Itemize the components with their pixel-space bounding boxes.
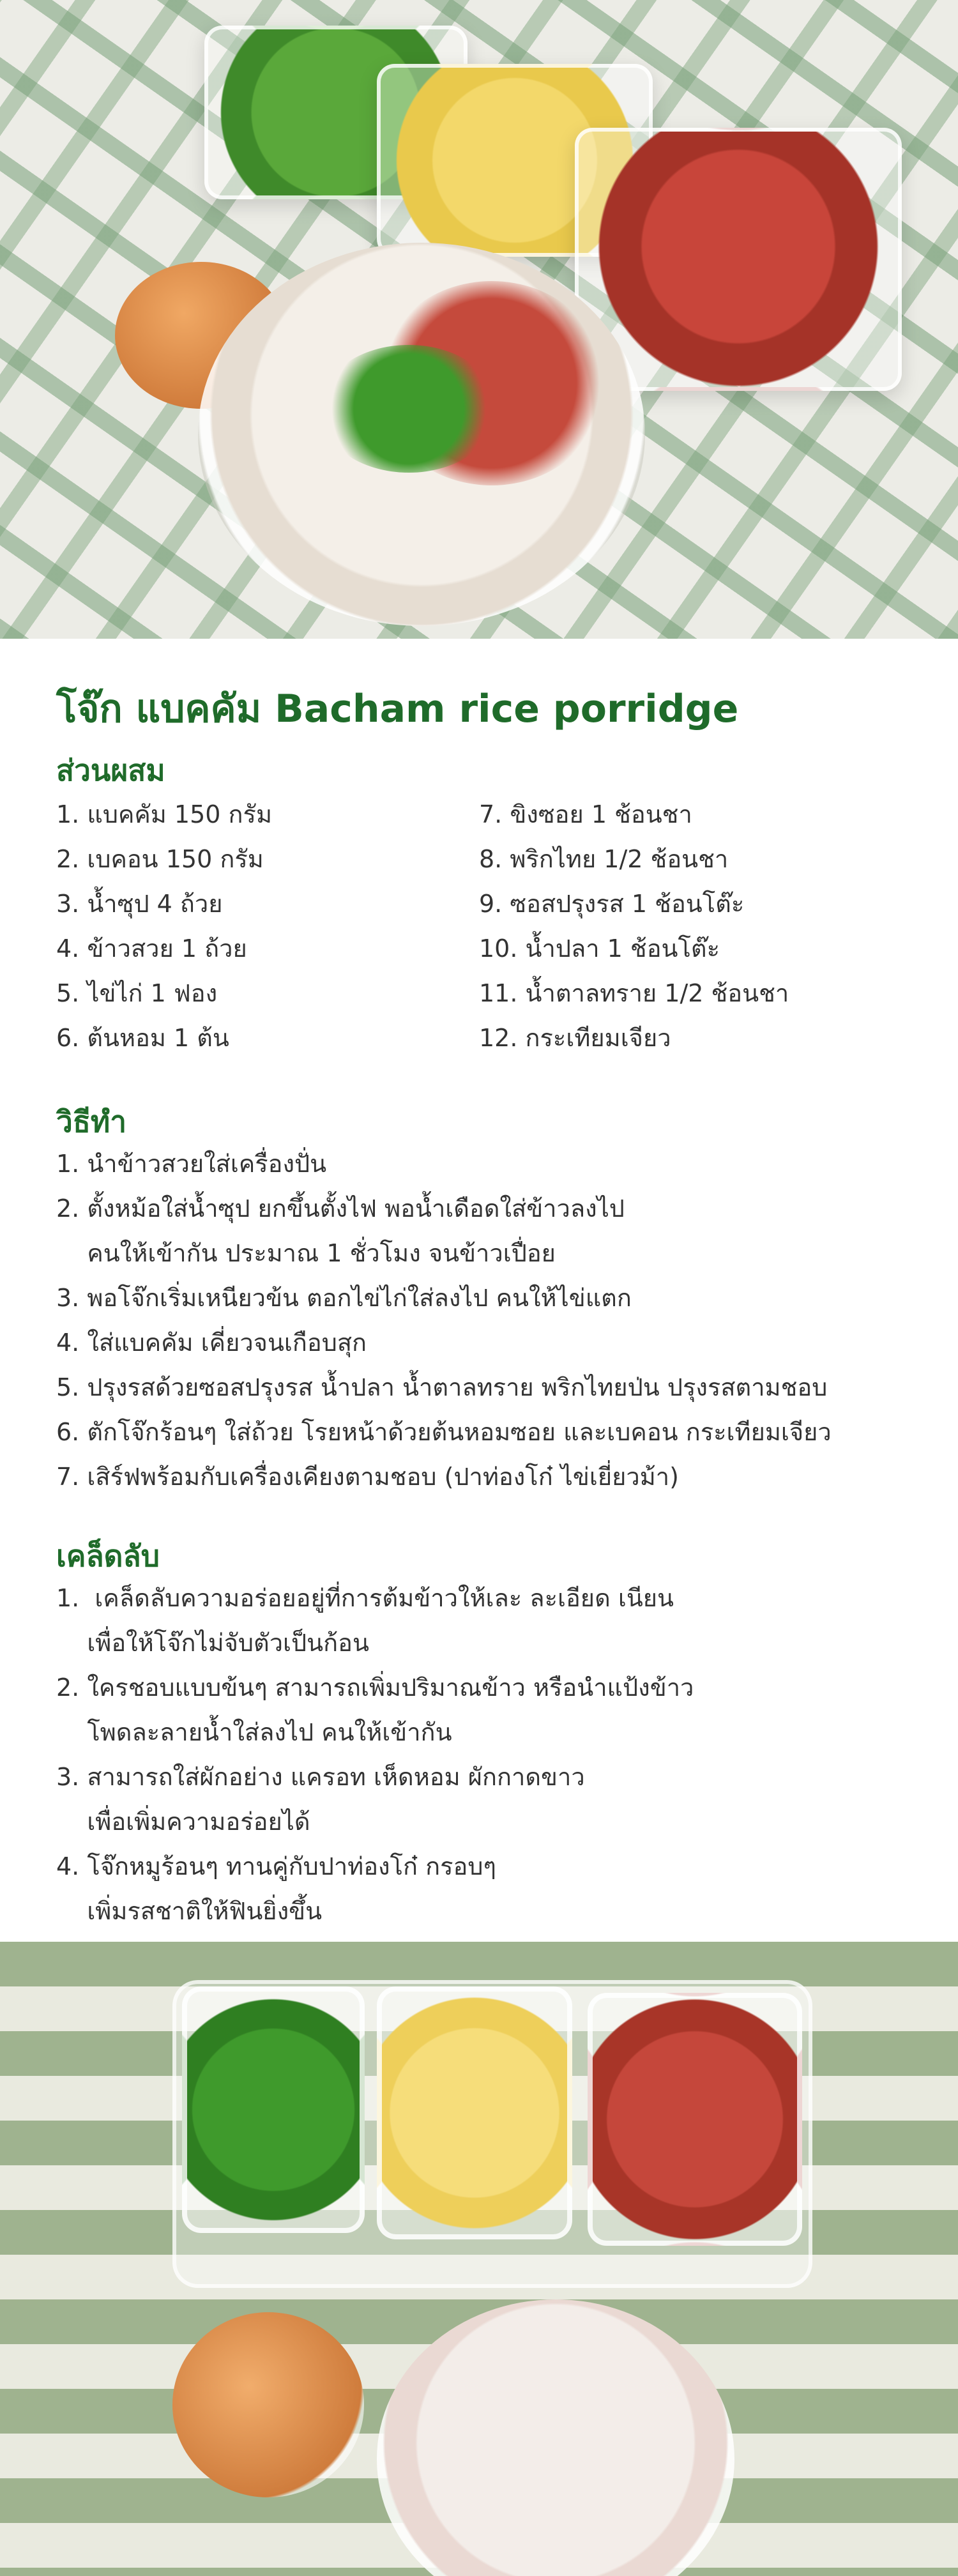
method-step: 6. ตักโจ๊กร้อนๆ ใส่ถ้วย โรยหน้าด้วยต้นหอมซอย และเบคอน กระเทียมเจียว	[56, 1418, 832, 1446]
herb-topping	[319, 345, 498, 473]
method-step: 7. เสิร์ฟพร้อมกับเครื่องเคียงตามชอบ (ปาท่องโก๋ ไข่เยี่ยวม้า)	[56, 1463, 679, 1491]
porridge-bowl	[377, 2299, 734, 2576]
method-step: 1. นำข้าวสวยใส่เครื่องปั่น	[56, 1150, 327, 1178]
tip-line: เพิ่มรสชาติให้ฟินยิ่งขึ้น	[56, 1897, 323, 1925]
top-food-photo	[0, 0, 958, 639]
ingredient-item: 5. ไข่ไก่ 1 ฟอง	[56, 979, 218, 1007]
method-heading: วิธีทำ	[56, 1104, 127, 1139]
bacon-bowl	[575, 128, 902, 391]
tip-line: โพดละลายน้ำใส่ลงไป คนให้เข้ากัน	[56, 1718, 452, 1746]
egg	[172, 2312, 364, 2497]
method-step: 3. พอโจ๊กเริ่มเหนียวข้น ตอกไข่ไก่ใส่ลงไป คนให้ไข่แตก	[56, 1284, 632, 1312]
ingredient-item: 1. แบคคัม 150 กรัม	[56, 800, 272, 828]
method-step: 2. ตั้งหม้อใส่น้ำซุป ยกขึ้นตั้งไฟ พอน้ำเดือดใส่ข้าวลงไป	[56, 1194, 625, 1223]
tip-line: 1. เคล็ดลับความอร่อยอยู่ที่การต้มข้าวให้เละ ละเอียด เนียน	[56, 1584, 674, 1612]
recipe-title: โจ๊ก แบคคัม Bacham rice porridge	[56, 687, 739, 731]
tip-line: 4. โจ๊กหมูร้อนๆ ทานคู่กับปาท่องโก๋ กรอบๆ	[56, 1852, 496, 1880]
tip-line: 3. สามารถใส่ผักอย่าง แครอท เห็ดหอม ผักกาดขาว	[56, 1763, 585, 1791]
ingredient-item: 4. ข้าวสวย 1 ถ้วย	[56, 934, 247, 963]
ingredient-item: 8. พริกไทย 1/2 ช้อนชา	[479, 845, 729, 873]
method-step: 5. ปรุงรสด้วยซอสปรุงรส น้ำปลา น้ำตาลทราย พริกไทยป่น ปรุงรสตามชอบ	[56, 1373, 828, 1401]
ingredient-item: 3. น้ำซุป 4 ถ้วย	[56, 890, 223, 918]
tip-line: เพื่อให้โจ๊กไม่จับตัวเป็นก้อน	[56, 1629, 369, 1657]
ingredient-item: 12. กระเทียมเจียว	[479, 1024, 671, 1052]
tips-heading: เคล็ดลับ	[56, 1539, 160, 1573]
ingredient-item: 6. ต้นหอม 1 ต้น	[56, 1024, 229, 1052]
method-step: 4. ใส่แบคคัม เคี่ยวจนเกือบสุก	[56, 1329, 367, 1357]
bottom-food-photo	[0, 1942, 958, 2576]
ingredient-item: 11. น้ำตาลทราย 1/2 ช้อนชา	[479, 979, 789, 1007]
scallion-bowl	[182, 1986, 365, 2233]
tip-line: 2. ใครชอบแบบข้นๆ สามารถเพิ่มปริมาณข้าว หรือนำแป้งข้าว	[56, 1673, 694, 1702]
ginger-bowl	[377, 1986, 572, 2239]
ingredient-item: 10. น้ำปลา 1 ช้อนโต๊ะ	[479, 934, 720, 963]
method-step: คนให้เข้ากัน ประมาณ 1 ชั่วโมง จนข้าวเปื่อย	[56, 1239, 556, 1267]
ingredients-heading: ส่วนผสม	[56, 753, 165, 788]
bacon-bowl	[588, 1993, 802, 2246]
ingredient-item: 9. ซอสปรุงรส 1 ช้อนโต๊ะ	[479, 890, 745, 918]
recipe-content	[0, 639, 958, 1942]
tip-line: เพื่อเพิ่มความอร่อยได้	[56, 1808, 310, 1836]
ingredient-item: 7. ขิงซอย 1 ช้อนชา	[479, 800, 692, 828]
ingredient-item: 2. เบคอน 150 กรัม	[56, 845, 264, 873]
